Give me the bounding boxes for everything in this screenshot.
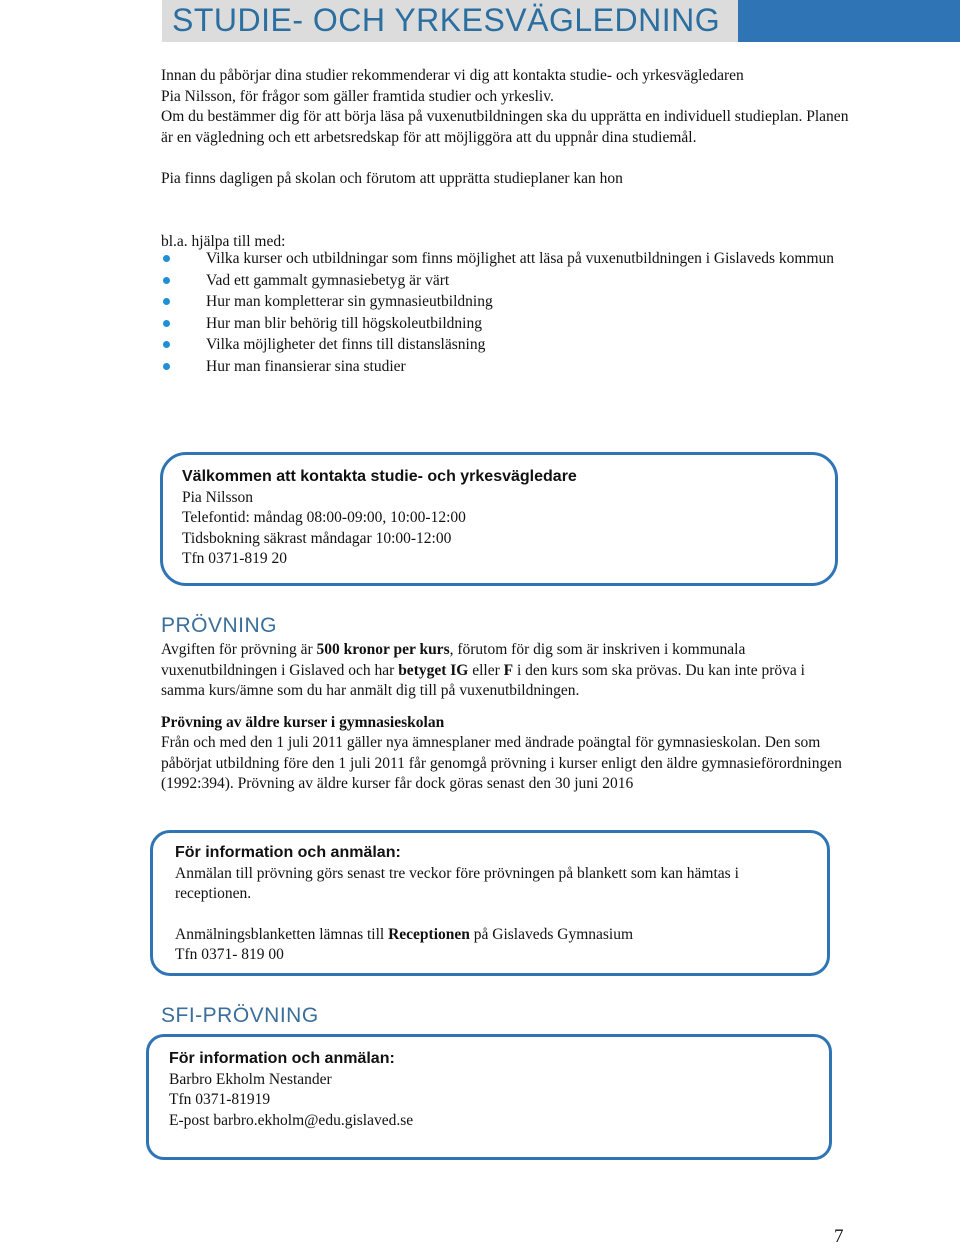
- sfi-contact-email[interactable]: E-post barbro.ekholm@edu.gislaved.se: [169, 1111, 414, 1129]
- intro-paragraph-3: Pia finns dagligen på skolan och förutom att upprätta studieplaner kan hon: [161, 170, 623, 187]
- provning-section: [161, 640, 851, 795]
- sfi-box-heading: För information och anmälan:: [169, 1050, 395, 1067]
- intro-paragraph-2: Om du bestämmer dig för att börja läsa på vuxenutbildningen ska du upprätta en individuell studieplan. Planen är en vägledning och ett arbetsredskap för att möjliggöra att du uppnår dina studiemål.: [161, 108, 849, 146]
- contact-name: Pia Nilsson: [182, 488, 254, 506]
- provning-paragraph-1: Avgiften för prövning är 500 kronor per kurs, förutom för dig som är inskriven i kommunala vuxenutbildningen i Gislaved och har betyget IG eller F i den kurs som ska prövas. Du kan inte pröva i samma kurs/ämne som du har anmält dig till på vuxenutbildningen.: [161, 641, 805, 699]
- list-item: Vilka kurser och utbildningar som finns möjlighet att läsa på vuxenutbildningen i Gislaveds kommun: [161, 248, 861, 270]
- intro-section: [161, 66, 861, 190]
- info-line-3: Tfn 0371- 819 00: [175, 946, 284, 963]
- info-line-1: Anmälan till prövning görs senast tre veckor före prövningen på blankett som kan hämtas i receptionen.: [175, 864, 739, 902]
- bullet-icon: [163, 255, 170, 262]
- contact-phone: Tfn 0371-819 20: [182, 550, 288, 567]
- provning-subheading: Prövning av äldre kurser i gymnasieskolan: [161, 713, 445, 731]
- list-item: Vilka möjligheter det finns till distansläsning: [161, 334, 861, 356]
- bullet-icon: [163, 341, 170, 348]
- bullet-icon: [163, 277, 170, 284]
- sfi-heading: SFI-PRÖVNING: [161, 1004, 319, 1027]
- contact-hours: Telefontid: måndag 08:00-09:00, 10:00-12:00: [182, 509, 466, 526]
- list-item: Vad ett gammalt gymnasiebetyg är värt: [161, 270, 861, 292]
- provning-paragraph-2: Från och med den 1 juli 2011 gäller nya ämnesplaner med ändrade poängtal för gymnasieskolan. Den som påbörjat utbildning före den 1 juli 2011 får genomgå prövning i kurser enligt den äldre gymnasieförordningen (1992:394). Prövning av äldre kurser får dock göras senast den 30 juni 2016: [161, 734, 842, 792]
- sfi-contact-name: Barbro Ekholm Nestander: [169, 1070, 332, 1088]
- contact-box-heading: Välkommen att kontakta studie- och yrkesvägledare: [182, 468, 577, 485]
- sfi-contact-phone: Tfn 0371-81919: [169, 1091, 271, 1108]
- page-number: 7: [834, 1226, 844, 1247]
- list-item: Hur man blir behörig till högskoleutbildning: [161, 313, 861, 335]
- contact-box: [160, 452, 838, 586]
- contact-booking: Tidsbokning säkrast måndagar 10:00-12:00: [182, 529, 452, 547]
- list-item: Hur man finansierar sina studier: [161, 356, 861, 378]
- bullet-icon: [163, 298, 170, 305]
- page-title: STUDIE- OCH YRKESVÄGLEDNING: [172, 2, 721, 38]
- help-list-section: [161, 233, 861, 377]
- info-box: [150, 830, 830, 976]
- bullet-icon: [163, 363, 170, 370]
- help-list: [161, 248, 861, 377]
- help-list-intro: bl.a. hjälpa till med:: [161, 233, 286, 250]
- intro-paragraph-1: Innan du påbörjar dina studier rekommenderar vi dig att kontakta studie- och yrkesvägledaren Pia Nilsson, för frågor som gäller framtida studier och yrkesliv.: [161, 67, 744, 105]
- list-item: Hur man kompletterar sin gymnasieutbildning: [161, 291, 861, 313]
- header-accent-block: [738, 0, 960, 42]
- info-line-2: Anmälningsblanketten lämnas till Receptionen på Gislaveds Gymnasium: [175, 925, 634, 943]
- sfi-box: [146, 1034, 832, 1160]
- provning-heading: PRÖVNING: [161, 614, 278, 637]
- info-box-heading: För information och anmälan:: [175, 844, 401, 861]
- bullet-icon: [163, 320, 170, 327]
